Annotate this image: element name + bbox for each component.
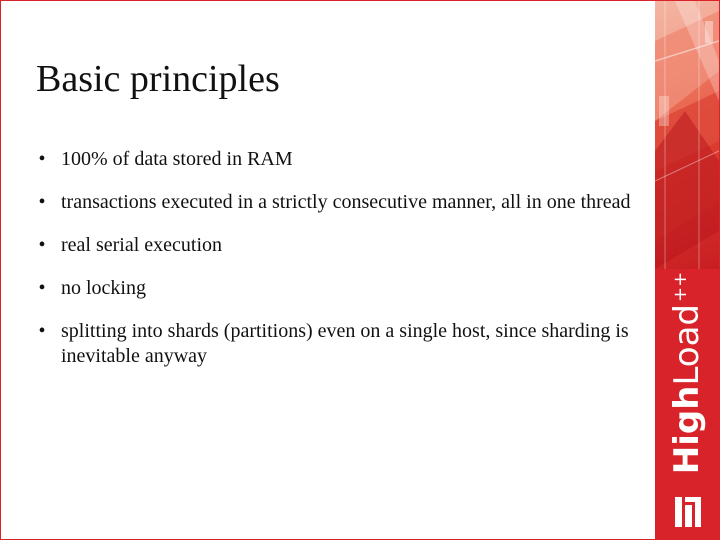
brand-name-regular: Load [667,303,707,386]
bullet-text: transactions executed in a strictly consecutive manner, all in one thread [61,191,631,213]
bullet-dot-icon: • [38,234,46,256]
bullet-list [35,147,635,387]
bullet-item [35,319,635,369]
abstract-pattern-icon [655,1,719,269]
bullet-dot-icon: • [38,277,46,299]
bullet-item [35,190,635,215]
bullet-item [35,147,635,172]
slide-title: Basic principles [36,58,280,100]
pattern-graphic [655,1,719,269]
brand-name-bold: High [667,385,707,475]
brand-suffix: ++ [669,271,691,302]
brand-wordmark [667,271,707,475]
bullet-text: real serial execution [61,234,223,256]
highload-logo-icon [673,493,703,529]
bullet-item [35,233,635,258]
bullet-text: splitting into shards (partitions) even on a single host, since sharding is inevitable anyway [61,320,629,367]
bullet-dot-icon: • [38,148,46,170]
bullet-dot-icon: • [38,191,46,213]
bullet-text: 100% of data stored in RAM [61,148,293,170]
bullet-text: no locking [61,277,146,299]
brand-sidebar [655,1,719,540]
bullet-dot-icon: • [38,320,46,342]
bullet-item [35,276,635,301]
